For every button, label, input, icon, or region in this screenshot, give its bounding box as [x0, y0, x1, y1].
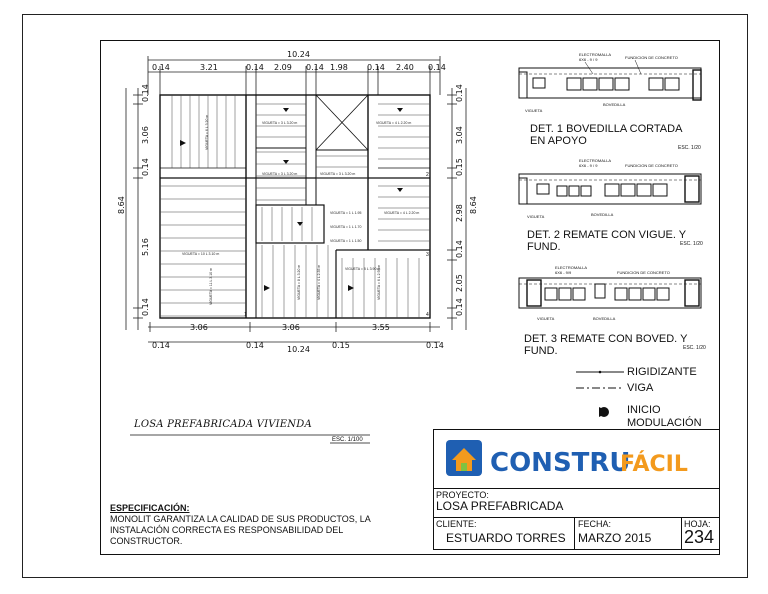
dim-bottom-outer: 0.14: [426, 341, 444, 350]
joist-label: VIGUETA = 10 L 3.10 m: [182, 252, 220, 256]
joist-label: VIGUETA = 3 L 3.20 m: [320, 172, 356, 176]
dim-right: 2.98: [455, 204, 464, 222]
dim-bottom: 3.55: [372, 323, 390, 332]
note: FUNDICION DE CONCRETO: [625, 163, 678, 168]
joist-label: VIGUETA = 11 L 3.10 m: [209, 268, 213, 305]
note: BOVEDILLA: [593, 316, 616, 321]
dim-left: 3.06: [141, 126, 150, 144]
joist-label: VIGUETA = 3 L 3.20 m: [262, 172, 298, 176]
client-label: CLIENTE:: [436, 519, 477, 529]
note: VIGUETA: [525, 108, 543, 113]
note: ELECTROMALLA: [579, 52, 612, 57]
joist-label: VIGUETA = 4 L 2.20 m: [384, 211, 420, 215]
inicio-modulacion-icon: [599, 407, 609, 417]
joist-label: VIGUETA = 1 L 1.50: [330, 239, 362, 243]
note: ELECTROMALLA: [555, 265, 588, 270]
dim-right: 0.14: [455, 84, 464, 102]
dim-right: 3.04: [455, 126, 464, 144]
legend-rigidizante: RIGIDIZANTE: [627, 366, 697, 378]
note: FUNDICION DE CONCRETO: [625, 55, 678, 60]
detail-3-title-line2: FUND.: [524, 345, 558, 357]
dim-bottom: 3.06: [190, 323, 208, 332]
specification-line: MONOLIT GARANTIZA LA CALIDAD DE SUS PRODUCTOS, LA: [110, 514, 371, 524]
sheet-value: 234: [684, 527, 715, 547]
note: FUNDICION DE CONCRETO: [617, 270, 670, 275]
legend-viga: VIGA: [627, 382, 654, 394]
dim-left: 0.14: [141, 158, 150, 176]
joist-label: VIGUETA = 4 L 2.20 m: [376, 121, 412, 125]
dim-top: 1.98: [330, 63, 348, 72]
logo-text-construct: CONSTRU: [490, 448, 631, 478]
dim-left: 5.16: [141, 238, 150, 256]
dim-right: 0.15: [455, 158, 464, 176]
detail-1-scale: ESC. 1/20: [678, 145, 701, 151]
dim-bottom-outer: 0.14: [152, 341, 170, 350]
dim-bottom-total: 10.24: [287, 345, 310, 354]
joist-label: VIGUETA = 5 L 3.90 m: [345, 267, 381, 271]
joist-label: VIGUETA = 1 L 1.95: [330, 211, 362, 215]
note: 6X6 - 9 / 9: [579, 57, 598, 62]
title-block-logo: [433, 429, 720, 489]
specification-heading: ESPECIFICACIÓN:: [110, 503, 190, 513]
dim-top: 0.14: [306, 63, 324, 72]
dim-top: 0.14: [428, 63, 446, 72]
drawing-title: LOSA PREFABRICADA VIVIENDA: [134, 419, 312, 430]
detail-2-title-line1: DET. 2 REMATE CON VIGUE. Y: [527, 229, 687, 241]
note: 6X6 - 9 / 9: [579, 163, 598, 168]
specification: [110, 503, 410, 547]
detail-1-title-line2: EN APOYO: [530, 135, 587, 147]
dim-bottom-outer: 0.14: [246, 341, 264, 350]
legend-modulacion: MODULACIÓN: [627, 417, 702, 429]
joist-label: VIGUETA = 3 L 3.20 m: [262, 121, 298, 125]
date-value: MARZO 2015: [578, 531, 652, 545]
date-label: FECHA:: [578, 519, 612, 529]
dim-left-total: 8.64: [117, 196, 126, 214]
dim-top: 2.09: [274, 63, 292, 72]
dim-top-total: 10.24: [287, 50, 310, 59]
project-value: LOSA PREFABRICADA: [436, 499, 564, 513]
joist-label: VIGUETA = 1 L 1.70: [330, 225, 362, 229]
dim-left: 0.14: [141, 84, 150, 102]
note: ELECTROMALLA: [579, 158, 612, 163]
project-label: PROYECTO:: [436, 490, 489, 500]
joist-label: VIGUETA = 6 L 2.98 m: [377, 264, 381, 300]
dim-top: 2.40: [396, 63, 414, 72]
dim-top: 3.21: [200, 63, 218, 72]
client-value: ESTUARDO TORRES: [446, 531, 566, 545]
dim-right-total: 8.64: [469, 196, 478, 214]
dim-right: 0.14: [455, 240, 464, 258]
construction-details: [505, 48, 715, 358]
dim-top: 0.14: [367, 63, 385, 72]
specification-line: INSTALACIÓN CORRECTA ES RESPONSABILIDAD DEL: [110, 525, 344, 535]
note: BOVEDILLA: [591, 212, 614, 217]
note: VIGUETA: [537, 316, 555, 321]
note: VIGUETA: [527, 214, 545, 219]
detail-2-title-line2: FUND.: [527, 241, 561, 253]
note: BOVEDILLA: [603, 102, 626, 107]
specification-line: CONSTRUCTOR.: [110, 536, 183, 546]
dim-bottom-outer: 0.15: [332, 341, 350, 350]
detail-2-scale: ESC. 1/20: [680, 241, 703, 247]
dim-right: 2.05: [455, 274, 464, 292]
joist-label: VIGUETA = 4 L 2.35 m: [317, 264, 321, 300]
joist-label: VIGUETA = 8 L 3.20 m: [297, 264, 301, 300]
dim-top: 0.14: [246, 63, 264, 72]
sheet-label: HOJA:: [684, 519, 711, 529]
mark-4: 4: [426, 312, 429, 318]
mark-3: 3: [426, 252, 429, 258]
dim-right: 0.14: [455, 298, 464, 316]
legend-inicio: INICIO: [627, 404, 661, 416]
dim-top: 0.14: [152, 63, 170, 72]
dim-bottom: 3.06: [282, 323, 300, 332]
mark-2: 2: [426, 172, 429, 178]
dim-left: 0.14: [141, 298, 150, 316]
note: 6X6 - 9/9: [555, 270, 572, 275]
drawing-scale: ESC. 1/100: [332, 437, 363, 443]
mark-1: 1: [244, 312, 247, 318]
joist-label: VIGUETA = 6 L 3.20 m: [205, 114, 209, 150]
logo-text-facil: FÁCIL: [620, 452, 688, 477]
detail-1-title-line1: DET. 1 BOVEDILLA CORTADA: [530, 123, 683, 135]
detail-3-title-line1: DET. 3 REMATE CON BOVED. Y: [524, 333, 688, 345]
detail-3-scale: ESC. 1/20: [683, 345, 706, 351]
construfacil-logo: [434, 430, 718, 487]
